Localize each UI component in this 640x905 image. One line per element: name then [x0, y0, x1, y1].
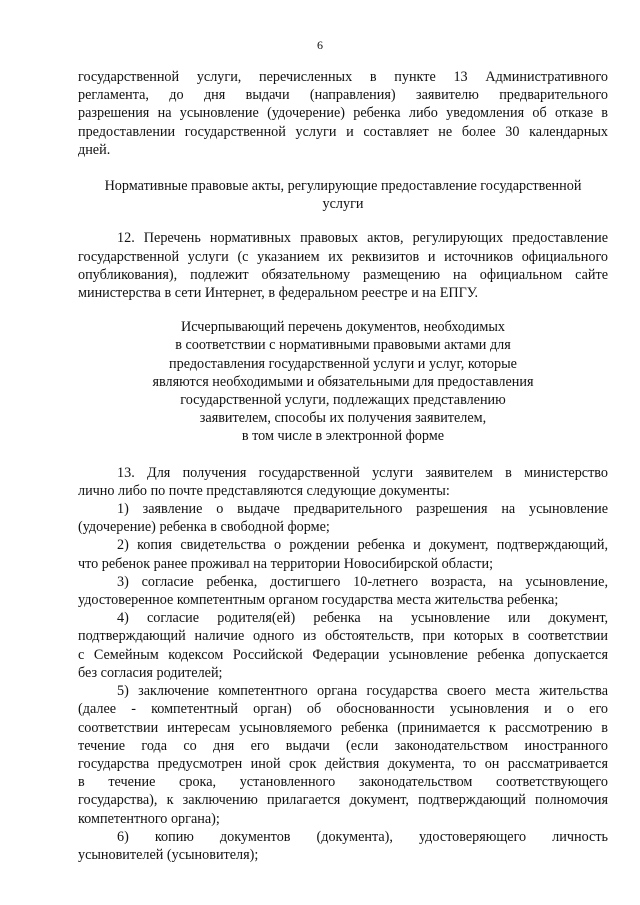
heading-line: являются необходимыми и обязательными для предоставления: [152, 373, 534, 390]
list-item-5-cont: (далее - компетентный орган) об обоснованности усыновления и о его: [78, 701, 608, 718]
heading-line: услуги: [322, 196, 364, 213]
list-item-5-cont: государства предусмотрен иной срок действия документа, то он рассматривается: [78, 755, 608, 772]
list-item-1-cont: (удочерение) ребенка в свободной форме;: [78, 519, 330, 536]
heading-line: Исчерпывающий перечень документов, необходимых: [181, 319, 505, 336]
section-heading-documents: [78, 318, 608, 445]
heading-line: в том числе в электронной форме: [241, 428, 445, 445]
list-item-5-cont: государства), к заключению прилагается документ, подтверждающий полномочия: [78, 792, 608, 809]
list-item-3: 3) согласие ребенка, достигшего 10-летнего возраста, на усыновление,: [117, 573, 608, 590]
list-item-5-cont: соответствии интересам усыновляемого ребенка (принимается к рассмотрению в: [78, 719, 608, 736]
paragraph-intro-line: государственной услуги, перечисленных в пункте 13 Административного: [78, 69, 608, 85]
paragraph-12: [78, 229, 608, 302]
heading-line: предоставления государственной услуги и услуг, которые: [169, 355, 517, 372]
list-item-3-cont: удостоверенное компетентным органом государства места жительства ребенка;: [78, 592, 559, 609]
paragraph-line: опубликования), подлежит обязательному размещению на официальном сайте: [78, 266, 608, 283]
heading-line: в соответствии с нормативными правовыми актами для: [175, 337, 511, 354]
paragraph-line: государственной услуги (с указанием их реквизитов и источников официального: [78, 248, 608, 265]
list-item-1: 1) заявление о выдаче предварительного разрешения на усыновление: [117, 501, 608, 518]
list-item-6: 6) копию документов (документа), удостоверяющего личность: [117, 828, 608, 845]
list-item-2-cont: что ребенок ранее проживал на территории Новосибирской области;: [78, 555, 494, 572]
heading-line: заявителем, способы их получения заявителем,: [199, 410, 487, 427]
list-item-4-cont: с Семейным кодексом Российской Федерации усыновление ребенка допускается: [78, 646, 608, 663]
paragraph-intro-line: разрешения на усыновление (удочерение) ребенка либо уведомления об отказе в: [78, 105, 608, 122]
paragraph-intro-line: дней.: [78, 141, 111, 158]
document-body: [78, 68, 608, 864]
paragraph-line: 13. Для получения государственной услуги заявителем в министерство: [117, 464, 608, 481]
paragraph-line: лично либо по почте представляются следующие документы:: [78, 482, 450, 499]
list-item-5-cont: компетентного органа);: [78, 810, 220, 827]
list-item-4-cont: подтверждающий наличие одного из обстоятельств, при которых в соответствии: [78, 628, 608, 645]
list-item-5-cont: течение года со дня его выдачи (если законодательством иностранного: [78, 737, 608, 754]
page-number: 6: [317, 38, 323, 52]
paragraph-line: министерства в сети Интернет, в федеральном реестре и на ЕПГУ.: [78, 285, 479, 302]
list-item-4: 4) согласие родителя(ей) ребенка на усыновление или документ,: [117, 610, 608, 627]
heading-line: Нормативные правовые акты, регулирующие предоставление государственной: [104, 178, 582, 195]
list-item-2: 2) копия свидетельства о рождении ребенка и документ, подтверждающий,: [117, 537, 608, 554]
paragraph-intro-line: предоставлении государственной услуги и составляет не более 30 календарных: [78, 123, 608, 140]
section-heading-normative: [78, 177, 608, 213]
list-item-6-cont: усыновителей (усыновителя);: [78, 846, 259, 863]
list-item-5-cont: в течение срока, установленного законодательством соответствующего: [78, 774, 608, 791]
paragraph-line: 12. Перечень нормативных правовых актов, регулирующих предоставление: [117, 230, 608, 247]
heading-line: государственной услуги, подлежащих представлению: [180, 392, 506, 409]
list-item-5: 5) заключение компетентного органа государства своего места жительства: [117, 683, 608, 700]
paragraph-13: [78, 464, 608, 864]
list-item-4-cont: без согласия родителей;: [78, 664, 223, 681]
paragraph-intro-line: регламента, до дня выдачи (направления) заявителю предварительного: [78, 87, 608, 104]
